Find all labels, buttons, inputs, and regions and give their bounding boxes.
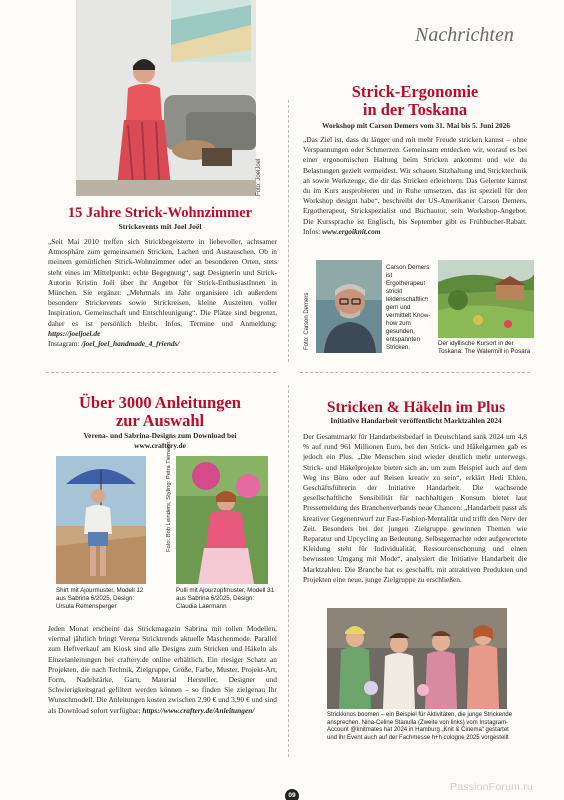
article4-title: Stricken & Häkeln im Plus [326,399,506,416]
article3-photo-credit: Foto: Bob Leinders, Styling: Petra Tiemann [166,441,172,552]
cinema-caption: Strickkinos boomen – ein Beispiel für Aktivitäten, die junge Strickende ansprechen. Nina-Celine Stanulla (Zweite von links) vom Instagram-Account @knitmates hat 2024 in Hamburg „Knit & Cinema“ gestartet und ihr Event auch auf der Fachmesse h+h cologne 2025 vorgestellt [327,712,513,741]
portrait-credit: Foto: Carson Demers [304,292,310,350]
article1-subtitle: Strickevents mit Joel Joël [118,222,202,231]
instagram-label: Instagram: [48,339,82,349]
page-number-badge [285,789,299,800]
article1-body [48,237,277,349]
article4-body: Der Gesamtmarkt für Handarbeitsbedarf in Deutschland sank 2024 um 4,8 % auf rund 961 Millionen Euro, bei den Strick- und Häkelgarnen gab es jedoch ein Plus. „Die Menschen sind wieder deutlich mehr unterwegs. Strick- und Häkelprojekte bieten sich an, um zum Beispiel auch auf dem Weg ins Büro oder auf Reisen kreativ zu sein“, erklärt Hedi Ehlen, Geschäftsführerin der Initiative Handarbeit. Die wachsende gesellschaftliche Sensibilität für nachhaltigen Konsum bietet laut Pressemeldung des Branchenverbands neue Chancen: „Handarbeit passt als kreativer Gegenentwurf zur Fast-Fashion-Mentalität und trifft den Nerv der Zeit. Besonders bei der jungen Zielgruppe gewinnen Themen wie Reparatur und Upcycling an Bedeutung. Selbstgemachte oder aufgewertete Kleidung steht für Individualität, Ressourcenschonung und einen bewussten Umgang mit Mode“, analysiert die Initiative Handarbeit die Marktzahlen. Die Branche hat es geschafft, mit attraktiven Produkten und Projekten eine neue, junge Zielgruppe zu erschließen. [303,432,527,584]
article2-title-line2: in der Toskana [362,100,468,119]
joeljoel-link[interactable]: https://joeljoel.de [48,328,101,338]
shirt-caption: Shirt mit Ajourmuster, Modell 12 aus Sabrina 6/2025, Design: Ursula Remensperger [56,587,144,610]
knitting-livingroom-photo [76,0,256,196]
craftery-link-heading[interactable]: www.craftery.de [134,441,186,450]
page-number: 09 [288,792,296,799]
article3-subtitle [40,431,280,451]
article2-body [303,135,527,237]
article2-title [300,83,530,119]
article3-title-line1: Über 3000 Anleitungen [79,393,241,412]
article3-subtitle-line1: Verena- und Sabrina-Designs zum Download bei [83,431,237,440]
shirt-model-photo [56,456,146,584]
watermark: PassionForum.ru [450,781,533,793]
article3-title-line2: zur Auswahl [115,411,205,430]
article2-body-text: „Das Ziel ist, dass du länger und mit mehr Freude stricken kannst – ohne Verspannungen oder Schmerzen. Gemeinsam entdecken wir, worauf es bei einer ergonomischen Haltung beim Stricken ankommt und wie du Belastungen gezielt vermeidest. Wir schauen Sitzhaltung und Stricktechnik an sowie Werkzeuge, die dir das Stricken erleichtern. Das Gelernte kannst du im Kurs ausprobieren und in Ruhe umsetzen, das ist speziell für den Workshop designt habe“, beschreibt der US-Amerikaner Carson Demers, Ergotherapeut, Strickspezialist und Buchautor, sein Workshop-Angebot. Die Kurssprache ist Englisch, bis September gibt es Frühbucher-Rabatt. Infos: [303,135,527,236]
article1-body-text: „Seit Mai 2010 treffen sich Strickbegeisterte in liebevoller, achtsamer Atmosphäre zum gemeinsamen Stricken, Lachen und Austauschen. Ob in meinem gemütlichen Strick-Wohnzimmer oder an besonderen Orten, stets steht eines im Mittelpunkt: echte Begegnung“, sagt Designerin und Strick-Autorin Kristin Joël über ihr Angebot für Strick-EnthusiastInnen in München. Sie ergänzt: „Mehrmals im Jahr organisiere ich außerdem besondere Strickevents sowie Strickreisen, kleine Auszeiten voller Inspiration, Gemeinschaft und Entschleunigung“. Die Plätze sind begrenzt, daher es ist persönlich bleibt. Infos, Termine und Anmeldung: [48,237,277,328]
column-divider-top [288,100,289,362]
row-divider-left [46,372,276,373]
pullover-model-photo [176,456,268,584]
craftery-anleitungen-link[interactable]: https://www.craftery.de/Anleitungen/ [142,705,255,715]
article4-subtitle: Initiative Handarbeit veröffentlicht Marktzahlen 2024 [330,416,502,425]
article3-title [40,394,280,430]
knitting-cinema-photo [327,608,507,709]
ergoiknit-link[interactable]: www.ergoiknit.com [322,226,381,236]
article2-subtitle: Workshop mit Carson Demers vom 31. Mai bis 5. Juni 2026 [321,121,511,130]
pullover-caption: Pulli mit Ajourzopfmuster, Modell 31 aus Sabrina 6/2025, Design: Claudia Laermann [176,587,275,610]
article2-title-line1: Strick-Ergonomie [351,82,479,101]
landscape-caption: Der idyllische Kursort in der Toskana: The Watermill in Posara [438,340,531,355]
article3-body-text: Jeden Monat erscheint das Strickmagazin Sabrina mit tollen Modellen, viermal jährlich bringt Verena Stricktrends aktuelle Maschenmode. Parallel zum Heftverkauf am Kiosk sind alle Designs zum Stricken und Häkeln als Einzelanleitungen bei craftery.de online erhältlich. Ein riesiger Schatz an Projekten, die nach Technik, Zielgruppe, Größe, Farbe, Muster, Projekt-Art, Form, Nadelstärke, Garn, Material Hersteller, Designer und Schwierigkeitsgrad gefiltert werden können – so finden Sie zielgenau Ihr Wunschmodell. Die Anleitungen kosten zwischen 2,90 € und 3,90 € und sind als Download sofort verfügbar: [48,624,277,715]
row-divider-right [300,372,530,373]
article1-title: 15 Jahre Strick-Wohnzimmer [67,205,253,221]
article3-body [48,624,277,716]
landscape-credit: Foto: Mestil Bucola [424,278,430,330]
column-divider-bottom [288,385,289,757]
photo-credit-joeljoel: Foto: JoelJoel [256,158,262,196]
watermill-landscape-photo [438,260,534,338]
instagram-link[interactable]: /joel_joel_handmade_4_friends/ [81,339,180,349]
section-header: Nachrichten [415,24,514,46]
portrait-caption: Carson Demers ist Ergotherapeut strickt leidenschaftlich gern und vermittelt Know-how zum gesunden, entspannten Stricken. [386,264,431,351]
carson-demers-portrait [316,260,382,353]
